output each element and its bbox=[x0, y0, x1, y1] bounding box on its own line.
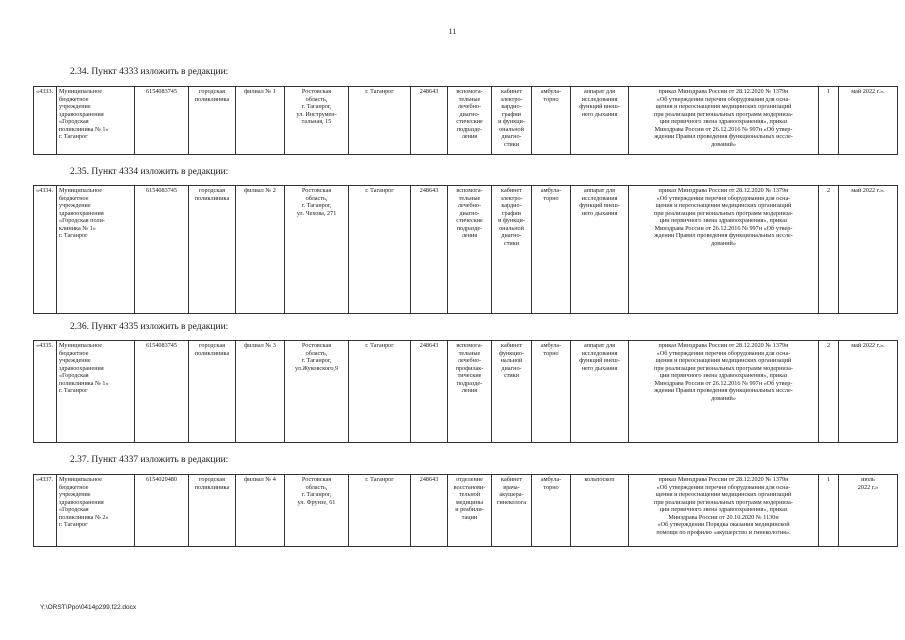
cell-care-form: амбула- торно bbox=[532, 186, 571, 314]
amendment-table bbox=[33, 86, 898, 155]
cell-date: май 2022 г.». bbox=[839, 341, 898, 443]
cell-room: кабинет врача- акушера- гинеколога bbox=[492, 475, 532, 547]
amendment-table bbox=[33, 185, 898, 314]
cell-organization: Муниципальное бюджетное учреждение здравоохранения «Городская поликлиника № 1» г. Таганрог bbox=[57, 341, 135, 443]
page-number: 11 bbox=[448, 27, 457, 36]
cell-room: кабинет функцио- нальной диагно- стики bbox=[492, 341, 532, 443]
cell-institution-type: городская поликлиника bbox=[189, 341, 236, 443]
cell-legal-basis: приказ Минздрава России от 28.12.2020 № 1379н «Об утверждении перечня оборудования для осна- щения и переоснащения медицинских организаций при реализации региональных программ модерниза- ции первичного звена здравоохранения», приказ Минздрава России от 20.10.2020 № 1130н «Об утверждении Порядка оказания медицинской помощи по профилю «акушерство и гинекология». bbox=[629, 475, 819, 547]
section-heading: 2.37. Пункт 4337 изложить в редакции: bbox=[70, 455, 229, 465]
cell-care-form: амбула- торно bbox=[532, 87, 571, 155]
cell-department: вспомога- тельные лечебно- диагно- стические подразде- ления bbox=[448, 87, 492, 155]
section-heading: 2.36. Пункт 4335 изложить в редакции: bbox=[70, 322, 229, 332]
table-row bbox=[34, 186, 898, 314]
cell-department: вспомога- тельные лечебно- профилак- тические подразде- ления bbox=[448, 341, 492, 443]
cell-item-number: «4333. bbox=[34, 87, 57, 155]
cell-care-form: амбула- торно bbox=[532, 475, 571, 547]
cell-item-number: «4337. bbox=[34, 475, 57, 547]
cell-inn: 6154083745 bbox=[135, 341, 189, 443]
cell-organization: Муниципальное бюджетное учреждение здравоохранения «Городская поли- клиника № 1» г. Таганрог bbox=[57, 186, 135, 314]
table-row bbox=[34, 87, 898, 155]
cell-address: Ростовская область, г. Таганрог, ул.Жуковского,9 bbox=[285, 341, 349, 443]
cell-organization: Муниципальное бюджетное учреждение здравоохранения «Городская поликлиника № 1» г. Таганрог bbox=[57, 87, 135, 155]
cell-date: май 2022 г.». bbox=[839, 186, 898, 314]
table-row bbox=[34, 341, 898, 443]
cell-code: 248643 bbox=[411, 475, 448, 547]
cell-quantity: 1 bbox=[819, 475, 839, 547]
cell-inn: 6154083745 bbox=[135, 87, 189, 155]
cell-quantity: 2 bbox=[819, 341, 839, 443]
cell-organization: Муниципальное бюджетное учреждение здравоохранения «Городская поликлиника № 2» г. Таганрог bbox=[57, 475, 135, 547]
cell-equipment: аппарат для исследования функций внеш- него дыхания bbox=[571, 87, 629, 155]
cell-room: кабинет электро- кардио- графии и функци- ональной диагно- стики bbox=[492, 186, 532, 314]
cell-city: г. Таганрог bbox=[349, 87, 411, 155]
cell-care-form: амбула- торно bbox=[532, 341, 571, 443]
cell-code: 248643 bbox=[411, 186, 448, 314]
cell-equipment: аппарат для исследования функций внеш- него дыхания bbox=[571, 341, 629, 443]
cell-inn: 6154029480 bbox=[135, 475, 189, 547]
cell-equipment: кольпоскоп bbox=[571, 475, 629, 547]
cell-department: вспомога- тельные лечебно- диагно- стические подразде- ления bbox=[448, 186, 492, 314]
cell-city: г. Таганрог bbox=[349, 186, 411, 314]
cell-address: Ростовская область, г. Таганрог, ул. Инструмен- тальная, 15 bbox=[285, 87, 349, 155]
cell-equipment: аппарат для исследования функций внеш- него дыхания bbox=[571, 186, 629, 314]
table-row bbox=[34, 475, 898, 547]
cell-item-number: «4335. bbox=[34, 341, 57, 443]
cell-code: 248643 bbox=[411, 341, 448, 443]
cell-inn: 6154083745 bbox=[135, 186, 189, 314]
cell-legal-basis: приказ Минздрава России от 28.12.2020 № 1379н «Об утверждении перечня оборудования для осна- щения и переоснащения медицинских организаций при реализации региональных программ модерниза- ции первичного звена здравоохранения», приказ Минздрава России от 26.12.2016 № 997н «Об утвер- ждении Правил проведения функциональных иссле- дований» bbox=[629, 341, 819, 443]
cell-room: кабинет электро- кардио- графии и функци- ональной диагно- стики bbox=[492, 87, 532, 155]
cell-code: 248643 bbox=[411, 87, 448, 155]
cell-date: июль 2022 г.» bbox=[839, 475, 898, 547]
footer-file-path: Y:\ORST\Ppo\0414p299.f22.docx bbox=[40, 604, 137, 611]
cell-address: Ростовская область, г. Таганрог, ул. Фрунзе, 61 bbox=[285, 475, 349, 547]
cell-institution-type: городская поликлиника bbox=[189, 87, 236, 155]
section-heading: 2.34. Пункт 4333 изложить в редакции: bbox=[70, 67, 229, 77]
cell-date: май 2022 г.». bbox=[839, 87, 898, 155]
cell-institution-type: городская поликлиника bbox=[189, 186, 236, 314]
section-heading: 2.35. Пункт 4334 изложить в редакции: bbox=[70, 167, 229, 177]
cell-city: г. Таганрог bbox=[349, 475, 411, 547]
cell-address: Ростовская область, г. Таганрог, ул. Чехова, 271 bbox=[285, 186, 349, 314]
cell-city: г. Таганрог bbox=[349, 341, 411, 443]
amendment-table bbox=[33, 340, 898, 443]
amendment-table bbox=[33, 474, 898, 547]
cell-branch: филиал № 3 bbox=[236, 341, 285, 443]
cell-branch: филиал № 4 bbox=[236, 475, 285, 547]
cell-legal-basis: приказ Минздрава России от 28.12.2020 № 1379н «Об утверждении перечня оборудования для осна- щения и переоснащения медицинских организаций при реализации региональных программ модерниза- ции первичного звена здравоохранения», приказ Минздрава России от 26.12.2016 № 997н «Об утвер- ждении Правил проведения функциональных иссле- дований» bbox=[629, 186, 819, 314]
cell-department: отделение восстанови- тельной медицины и реабили- тации bbox=[448, 475, 492, 547]
cell-quantity: 1 bbox=[819, 87, 839, 155]
cell-item-number: «4334. bbox=[34, 186, 57, 314]
cell-legal-basis: приказ Минздрава России от 28.12.2020 № 1379н «Об утверждении перечня оборудования для осна- щения и переоснащения медицинских организаций при реализации региональных программ модерниза- ции первичного звена здравоохранения», приказ Минздрава России от 26.12.2016 № 997н «Об утвер- ждении Правил проведения функциональных иссле- дований» bbox=[629, 87, 819, 155]
cell-institution-type: городская поликлиника bbox=[189, 475, 236, 547]
cell-branch: филиал № 2 bbox=[236, 186, 285, 314]
cell-quantity: 2 bbox=[819, 186, 839, 314]
cell-branch: филиал № 1 bbox=[236, 87, 285, 155]
